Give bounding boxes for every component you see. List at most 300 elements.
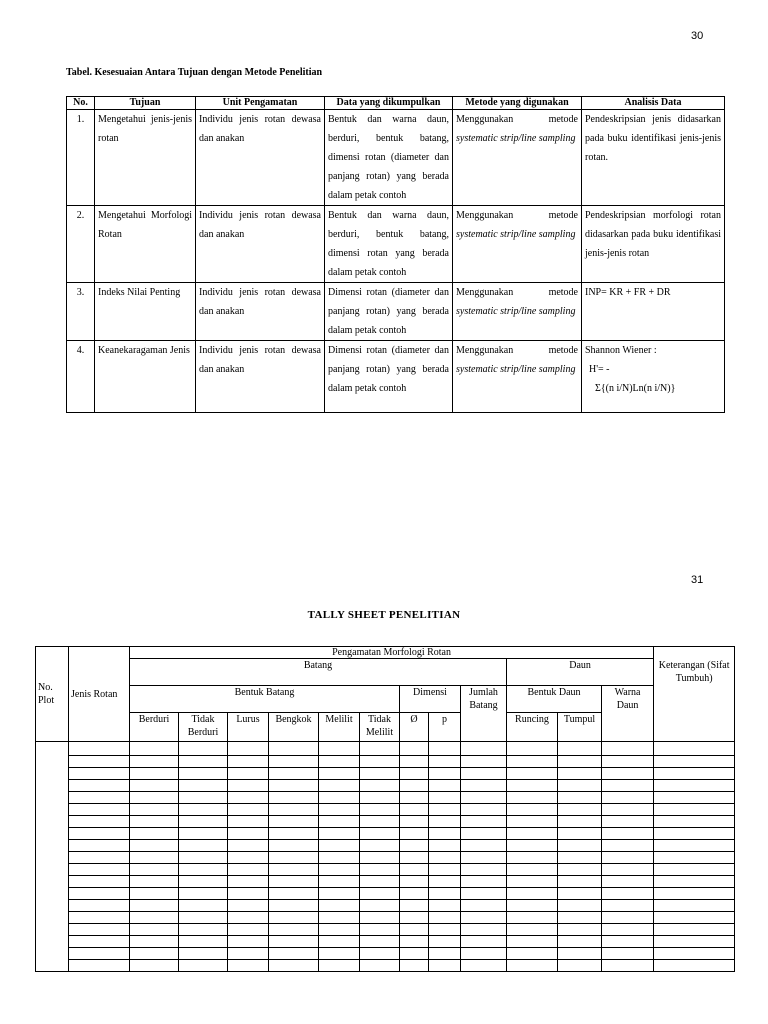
tally-cell[interactable] bbox=[429, 948, 461, 960]
header-daun: Daun bbox=[507, 659, 654, 686]
tally-cell[interactable] bbox=[461, 876, 507, 888]
tally-cell[interactable] bbox=[400, 756, 429, 768]
cell-unit: Individu jenis rotan dewasa dan anakan bbox=[196, 283, 325, 341]
tally-cell[interactable] bbox=[461, 768, 507, 780]
tally-cell[interactable] bbox=[179, 936, 228, 948]
tally-cell[interactable] bbox=[69, 742, 130, 756]
tally-cell[interactable] bbox=[130, 840, 179, 852]
tally-cell[interactable] bbox=[654, 804, 735, 816]
tally-cell[interactable] bbox=[429, 742, 461, 756]
tally-cell[interactable] bbox=[319, 780, 360, 792]
objectives-methods-table bbox=[66, 96, 725, 413]
tally-cell[interactable] bbox=[130, 852, 179, 864]
tally-cell[interactable] bbox=[654, 828, 735, 840]
tally-cell[interactable] bbox=[461, 756, 507, 768]
tally-cell[interactable] bbox=[507, 756, 558, 768]
tally-cell[interactable] bbox=[130, 912, 179, 924]
tally-cell[interactable] bbox=[319, 948, 360, 960]
tally-cell[interactable] bbox=[507, 924, 558, 936]
tally-cell[interactable] bbox=[228, 780, 269, 792]
tally-cell[interactable] bbox=[179, 792, 228, 804]
tally-cell[interactable] bbox=[179, 816, 228, 828]
tally-cell[interactable] bbox=[507, 768, 558, 780]
tally-cell[interactable] bbox=[179, 840, 228, 852]
tally-cell[interactable] bbox=[558, 828, 602, 840]
tally-cell[interactable] bbox=[654, 756, 735, 768]
tally-row bbox=[36, 742, 735, 756]
tally-cell[interactable] bbox=[179, 912, 228, 924]
cell-no: 2. bbox=[67, 206, 95, 283]
tally-cell[interactable] bbox=[228, 936, 269, 948]
tally-cell[interactable] bbox=[654, 742, 735, 756]
tally-cell[interactable] bbox=[130, 792, 179, 804]
tally-cell[interactable] bbox=[360, 852, 400, 864]
tally-cell[interactable] bbox=[130, 936, 179, 948]
tally-cell[interactable] bbox=[429, 936, 461, 948]
tally-cell[interactable] bbox=[429, 792, 461, 804]
tally-cell[interactable] bbox=[507, 936, 558, 948]
tally-cell[interactable] bbox=[507, 864, 558, 876]
tally-cell[interactable] bbox=[360, 742, 400, 756]
tally-row bbox=[36, 912, 735, 924]
tally-cell[interactable] bbox=[558, 924, 602, 936]
tally-cell[interactable] bbox=[179, 780, 228, 792]
tally-cell[interactable] bbox=[319, 840, 360, 852]
tally-cell[interactable] bbox=[558, 864, 602, 876]
tally-cell[interactable] bbox=[360, 900, 400, 912]
tally-row bbox=[36, 852, 735, 864]
tally-cell[interactable] bbox=[602, 840, 654, 852]
tally-cell[interactable] bbox=[602, 742, 654, 756]
tally-cell[interactable] bbox=[179, 828, 228, 840]
tally-cell[interactable] bbox=[69, 768, 130, 780]
tally-cell[interactable] bbox=[228, 864, 269, 876]
tally-cell[interactable] bbox=[319, 768, 360, 780]
tally-cell[interactable] bbox=[319, 876, 360, 888]
header-runcing: Runcing bbox=[507, 713, 558, 742]
tally-cell[interactable] bbox=[400, 960, 429, 972]
tally-cell[interactable] bbox=[400, 780, 429, 792]
tally-cell[interactable] bbox=[602, 792, 654, 804]
tally-cell[interactable] bbox=[228, 756, 269, 768]
tally-cell[interactable] bbox=[179, 756, 228, 768]
tally-cell[interactable] bbox=[461, 816, 507, 828]
tally-cell[interactable] bbox=[360, 912, 400, 924]
tally-cell[interactable] bbox=[319, 912, 360, 924]
table-caption: Tabel. Kesesuaian Antara Tujuan dengan Metode Penelitian bbox=[66, 67, 323, 78]
tally-cell[interactable] bbox=[269, 816, 319, 828]
tally-cell[interactable] bbox=[602, 864, 654, 876]
tally-cell[interactable] bbox=[228, 960, 269, 972]
formula-line: Σ{(n i/N)Ln(n i/N)} bbox=[595, 383, 676, 394]
tally-cell[interactable] bbox=[69, 792, 130, 804]
tally-cell[interactable] bbox=[507, 804, 558, 816]
tally-row bbox=[36, 828, 735, 840]
tally-cell[interactable] bbox=[507, 876, 558, 888]
tally-cell[interactable] bbox=[360, 936, 400, 948]
tally-cell[interactable] bbox=[400, 948, 429, 960]
tally-row bbox=[36, 900, 735, 912]
tally-cell[interactable] bbox=[507, 888, 558, 900]
tally-cell[interactable] bbox=[558, 948, 602, 960]
tally-cell[interactable] bbox=[360, 768, 400, 780]
tally-cell[interactable] bbox=[507, 742, 558, 756]
tally-cell[interactable] bbox=[429, 864, 461, 876]
tally-cell[interactable] bbox=[69, 900, 130, 912]
tally-cell[interactable] bbox=[130, 888, 179, 900]
tally-cell[interactable] bbox=[69, 852, 130, 864]
tally-cell[interactable] bbox=[360, 816, 400, 828]
tally-cell[interactable] bbox=[360, 948, 400, 960]
tally-cell[interactable] bbox=[602, 936, 654, 948]
tally-cell[interactable] bbox=[400, 768, 429, 780]
header-no: No. bbox=[67, 97, 95, 110]
tally-cell[interactable] bbox=[179, 948, 228, 960]
tally-cell[interactable] bbox=[558, 780, 602, 792]
tally-cell[interactable] bbox=[269, 742, 319, 756]
tally-cell[interactable] bbox=[69, 756, 130, 768]
tally-cell[interactable] bbox=[319, 828, 360, 840]
tally-cell[interactable] bbox=[360, 876, 400, 888]
tally-cell[interactable] bbox=[400, 876, 429, 888]
header-analisis: Analisis Data bbox=[582, 97, 725, 110]
tally-row bbox=[36, 888, 735, 900]
tally-cell[interactable] bbox=[400, 792, 429, 804]
tally-cell[interactable] bbox=[602, 768, 654, 780]
tally-cell[interactable] bbox=[400, 852, 429, 864]
tally-cell[interactable] bbox=[228, 912, 269, 924]
tally-cell[interactable] bbox=[507, 912, 558, 924]
tally-cell[interactable] bbox=[319, 924, 360, 936]
tally-cell[interactable] bbox=[319, 936, 360, 948]
tally-cell[interactable] bbox=[269, 924, 319, 936]
header-panjang: p bbox=[429, 713, 461, 742]
tally-cell[interactable] bbox=[228, 828, 269, 840]
tally-sheet-title: TALLY SHEET PENELITIAN bbox=[307, 609, 461, 621]
tally-cell[interactable] bbox=[558, 852, 602, 864]
tally-cell[interactable] bbox=[400, 804, 429, 816]
tally-cell[interactable] bbox=[69, 816, 130, 828]
tally-cell[interactable] bbox=[130, 742, 179, 756]
tally-cell[interactable] bbox=[228, 768, 269, 780]
tally-cell[interactable] bbox=[602, 876, 654, 888]
tally-cell[interactable] bbox=[360, 960, 400, 972]
tally-cell[interactable] bbox=[654, 960, 735, 972]
tally-cell[interactable] bbox=[400, 864, 429, 876]
tally-cell[interactable] bbox=[269, 900, 319, 912]
tally-cell[interactable] bbox=[461, 912, 507, 924]
tally-cell[interactable] bbox=[269, 840, 319, 852]
tally-cell[interactable] bbox=[360, 864, 400, 876]
header-melilit: Melilit bbox=[319, 713, 360, 742]
cell-no: 4. bbox=[67, 341, 95, 413]
tally-cell[interactable] bbox=[130, 804, 179, 816]
tally-cell[interactable] bbox=[507, 840, 558, 852]
tally-cell[interactable] bbox=[400, 888, 429, 900]
tally-cell[interactable] bbox=[507, 852, 558, 864]
tally-cell[interactable] bbox=[602, 888, 654, 900]
tally-cell[interactable] bbox=[179, 804, 228, 816]
tally-cell[interactable] bbox=[429, 852, 461, 864]
tally-cell[interactable] bbox=[179, 742, 228, 756]
tally-cell[interactable] bbox=[461, 888, 507, 900]
tally-cell[interactable] bbox=[319, 742, 360, 756]
tally-cell[interactable] bbox=[558, 900, 602, 912]
tally-cell[interactable] bbox=[130, 816, 179, 828]
tally-cell[interactable] bbox=[179, 960, 228, 972]
tally-cell[interactable] bbox=[69, 888, 130, 900]
tally-cell[interactable] bbox=[654, 792, 735, 804]
tally-cell[interactable] bbox=[602, 924, 654, 936]
tally-cell[interactable] bbox=[179, 864, 228, 876]
tally-cell[interactable] bbox=[558, 742, 602, 756]
tally-cell[interactable] bbox=[558, 756, 602, 768]
tally-cell[interactable] bbox=[228, 840, 269, 852]
tally-cell[interactable] bbox=[461, 742, 507, 756]
header-batang: Batang bbox=[130, 659, 507, 686]
tally-cell[interactable] bbox=[461, 792, 507, 804]
tally-cell[interactable] bbox=[130, 960, 179, 972]
tally-cell[interactable] bbox=[130, 828, 179, 840]
tally-cell[interactable] bbox=[360, 924, 400, 936]
tally-cell[interactable] bbox=[429, 756, 461, 768]
tally-cell[interactable] bbox=[429, 840, 461, 852]
tally-cell[interactable] bbox=[429, 900, 461, 912]
tally-cell[interactable] bbox=[602, 852, 654, 864]
tally-cell[interactable] bbox=[602, 948, 654, 960]
tally-cell[interactable] bbox=[558, 960, 602, 972]
tally-cell[interactable] bbox=[269, 960, 319, 972]
tally-cell[interactable] bbox=[507, 780, 558, 792]
tally-cell[interactable] bbox=[461, 864, 507, 876]
tally-cell[interactable] bbox=[269, 768, 319, 780]
tally-cell[interactable] bbox=[602, 912, 654, 924]
tally-cell[interactable] bbox=[602, 816, 654, 828]
tally-cell[interactable] bbox=[130, 924, 179, 936]
tally-cell[interactable] bbox=[269, 804, 319, 816]
tally-cell[interactable] bbox=[179, 768, 228, 780]
tally-cell[interactable] bbox=[228, 742, 269, 756]
tally-cell[interactable] bbox=[360, 804, 400, 816]
metode-text: Menggunakan metode bbox=[456, 114, 578, 125]
tally-cell[interactable] bbox=[319, 900, 360, 912]
tally-row bbox=[36, 780, 735, 792]
tally-cell[interactable] bbox=[319, 960, 360, 972]
tally-cell[interactable] bbox=[228, 852, 269, 864]
tally-cell[interactable] bbox=[319, 804, 360, 816]
tally-cell[interactable] bbox=[360, 888, 400, 900]
tally-cell[interactable] bbox=[269, 780, 319, 792]
tally-cell[interactable] bbox=[69, 780, 130, 792]
tally-cell[interactable] bbox=[269, 756, 319, 768]
tally-cell[interactable] bbox=[602, 828, 654, 840]
tally-cell[interactable] bbox=[558, 840, 602, 852]
tally-cell[interactable] bbox=[130, 864, 179, 876]
tally-cell[interactable] bbox=[69, 936, 130, 948]
tally-cell[interactable] bbox=[429, 780, 461, 792]
tally-cell[interactable] bbox=[558, 804, 602, 816]
tally-cell[interactable] bbox=[654, 852, 735, 864]
tally-cell[interactable] bbox=[602, 960, 654, 972]
tally-cell[interactable] bbox=[429, 912, 461, 924]
tally-cell[interactable] bbox=[400, 936, 429, 948]
tally-cell[interactable] bbox=[179, 924, 228, 936]
tally-cell[interactable] bbox=[269, 876, 319, 888]
tally-cell[interactable] bbox=[319, 864, 360, 876]
tally-cell[interactable] bbox=[69, 948, 130, 960]
tally-cell[interactable] bbox=[461, 960, 507, 972]
tally-cell[interactable] bbox=[400, 912, 429, 924]
tally-cell[interactable] bbox=[507, 960, 558, 972]
tally-cell[interactable] bbox=[461, 852, 507, 864]
tally-cell[interactable] bbox=[228, 792, 269, 804]
tally-cell[interactable] bbox=[429, 816, 461, 828]
tally-cell[interactable] bbox=[319, 756, 360, 768]
tally-cell[interactable] bbox=[558, 876, 602, 888]
tally-cell[interactable] bbox=[400, 816, 429, 828]
tally-cell[interactable] bbox=[360, 840, 400, 852]
tally-cell[interactable] bbox=[228, 900, 269, 912]
tally-cell[interactable] bbox=[269, 864, 319, 876]
tally-cell[interactable] bbox=[69, 804, 130, 816]
tally-cell[interactable] bbox=[602, 756, 654, 768]
tally-cell[interactable] bbox=[130, 768, 179, 780]
cell-metode bbox=[453, 341, 582, 413]
header-tidak-melilit: Tidak Melilit bbox=[360, 713, 400, 742]
tally-cell[interactable] bbox=[400, 828, 429, 840]
tally-cell[interactable] bbox=[654, 864, 735, 876]
tally-cell[interactable] bbox=[269, 852, 319, 864]
tally-cell[interactable] bbox=[130, 948, 179, 960]
tally-cell[interactable] bbox=[179, 900, 228, 912]
tally-cell[interactable] bbox=[654, 816, 735, 828]
tally-cell[interactable] bbox=[654, 936, 735, 948]
tally-cell[interactable] bbox=[602, 900, 654, 912]
header-warna-daun: Warna Daun bbox=[602, 686, 654, 742]
tally-cell[interactable] bbox=[654, 900, 735, 912]
tally-cell[interactable] bbox=[269, 948, 319, 960]
cell-analisis: Pendeskripsian morfologi rotan didasarkan pada buku identifikasi jenis-jenis rotan bbox=[582, 206, 725, 283]
tally-cell[interactable] bbox=[558, 792, 602, 804]
tally-cell[interactable] bbox=[400, 924, 429, 936]
tally-cell[interactable] bbox=[558, 888, 602, 900]
tally-cell[interactable] bbox=[400, 840, 429, 852]
tally-cell[interactable] bbox=[461, 936, 507, 948]
table-row bbox=[67, 110, 725, 206]
tally-cell[interactable] bbox=[558, 768, 602, 780]
tally-cell[interactable] bbox=[228, 804, 269, 816]
tally-cell[interactable] bbox=[654, 840, 735, 852]
tally-cell[interactable] bbox=[654, 876, 735, 888]
table-row bbox=[67, 283, 725, 341]
tally-cell[interactable] bbox=[130, 876, 179, 888]
tally-cell[interactable] bbox=[360, 756, 400, 768]
tally-cell[interactable] bbox=[461, 900, 507, 912]
tally-cell[interactable] bbox=[179, 876, 228, 888]
tally-row bbox=[36, 960, 735, 972]
tally-cell[interactable] bbox=[319, 792, 360, 804]
tally-cell[interactable] bbox=[461, 828, 507, 840]
tally-cell[interactable] bbox=[654, 948, 735, 960]
tally-cell[interactable] bbox=[269, 912, 319, 924]
tally-cell[interactable] bbox=[461, 924, 507, 936]
tally-cell[interactable] bbox=[228, 876, 269, 888]
tally-cell[interactable] bbox=[179, 888, 228, 900]
tally-cell[interactable] bbox=[461, 804, 507, 816]
tally-cell[interactable] bbox=[558, 912, 602, 924]
tally-cell[interactable] bbox=[507, 816, 558, 828]
tally-cell[interactable] bbox=[228, 888, 269, 900]
tally-cell[interactable] bbox=[360, 828, 400, 840]
tally-cell[interactable] bbox=[69, 960, 130, 972]
tally-cell[interactable] bbox=[602, 780, 654, 792]
tally-cell[interactable] bbox=[558, 816, 602, 828]
tally-cell[interactable] bbox=[400, 900, 429, 912]
tally-cell[interactable] bbox=[130, 756, 179, 768]
tally-cell[interactable] bbox=[400, 742, 429, 756]
tally-cell[interactable] bbox=[269, 936, 319, 948]
tally-cell[interactable] bbox=[654, 912, 735, 924]
tally-cell[interactable] bbox=[507, 948, 558, 960]
tally-cell[interactable] bbox=[429, 768, 461, 780]
tally-cell[interactable] bbox=[654, 924, 735, 936]
tally-cell[interactable] bbox=[360, 780, 400, 792]
header-jenis-rotan: Jenis Rotan bbox=[69, 647, 130, 742]
tally-cell[interactable] bbox=[602, 804, 654, 816]
tally-cell[interactable] bbox=[558, 936, 602, 948]
tally-cell[interactable] bbox=[429, 876, 461, 888]
tally-cell[interactable] bbox=[360, 792, 400, 804]
tally-cell[interactable] bbox=[654, 780, 735, 792]
tally-cell[interactable] bbox=[179, 852, 228, 864]
tally-cell[interactable] bbox=[319, 888, 360, 900]
tally-cell[interactable] bbox=[69, 924, 130, 936]
tally-cell[interactable] bbox=[654, 888, 735, 900]
tally-cell[interactable] bbox=[69, 864, 130, 876]
plot-cell[interactable] bbox=[36, 742, 69, 972]
tally-cell[interactable] bbox=[461, 840, 507, 852]
tally-cell[interactable] bbox=[130, 900, 179, 912]
tally-cell[interactable] bbox=[269, 888, 319, 900]
tally-cell[interactable] bbox=[269, 792, 319, 804]
tally-cell[interactable] bbox=[69, 912, 130, 924]
tally-cell[interactable] bbox=[429, 804, 461, 816]
tally-cell[interactable] bbox=[319, 816, 360, 828]
tally-cell[interactable] bbox=[461, 780, 507, 792]
tally-cell[interactable] bbox=[69, 876, 130, 888]
tally-cell[interactable] bbox=[69, 828, 130, 840]
tally-cell[interactable] bbox=[507, 900, 558, 912]
tally-cell[interactable] bbox=[429, 828, 461, 840]
tally-cell[interactable] bbox=[228, 948, 269, 960]
tally-cell[interactable] bbox=[69, 840, 130, 852]
tally-row bbox=[36, 840, 735, 852]
tally-cell[interactable] bbox=[319, 852, 360, 864]
metode-italic: systematic strip/line sampling bbox=[456, 133, 576, 144]
tally-cell[interactable] bbox=[654, 768, 735, 780]
tally-cell[interactable] bbox=[461, 948, 507, 960]
tally-cell[interactable] bbox=[228, 816, 269, 828]
tally-cell[interactable] bbox=[429, 888, 461, 900]
tally-cell[interactable] bbox=[130, 780, 179, 792]
tally-cell[interactable] bbox=[269, 828, 319, 840]
tally-cell[interactable] bbox=[429, 960, 461, 972]
header-row-3 bbox=[36, 686, 735, 713]
tally-cell[interactable] bbox=[429, 924, 461, 936]
tally-cell[interactable] bbox=[507, 828, 558, 840]
tally-cell[interactable] bbox=[507, 792, 558, 804]
tally-cell[interactable] bbox=[228, 924, 269, 936]
